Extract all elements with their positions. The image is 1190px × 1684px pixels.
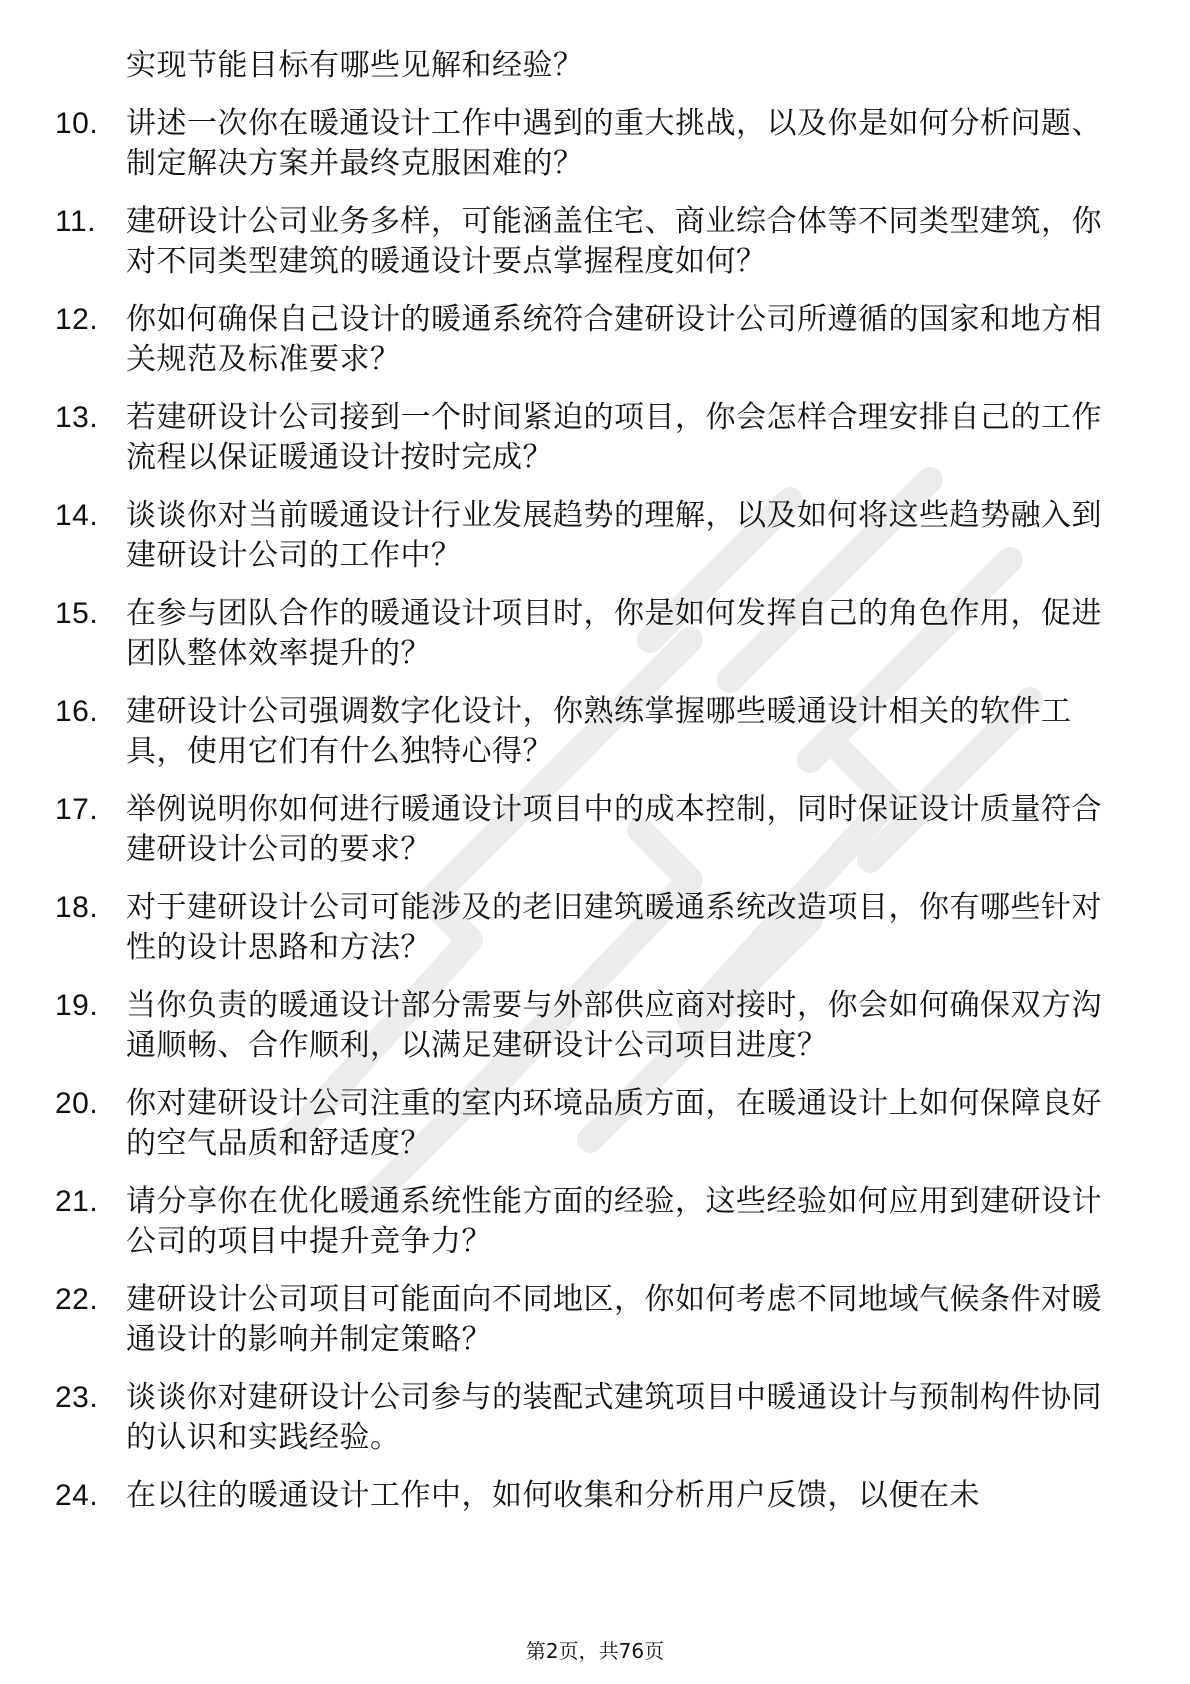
list-item <box>0 986 1190 1066</box>
question-list <box>0 46 1190 1534</box>
question-text: 当你负责的暖通设计部分需要与外部供应商对接时，你会如何确保双方沟通顺畅、合作顺利，以满足建研设计公司项目进度？ <box>126 988 1102 1063</box>
question-number: 12. <box>55 303 99 336</box>
question-text: 讲述一次你在暖通设计工作中遇到的重大挑战，以及你是如何分析问题、制定解决方案并最终克服困难的？ <box>126 106 1102 181</box>
question-text: 在以往的暖通设计工作中，如何收集和分析用户反馈，以便在未 <box>126 1478 980 1513</box>
question-text: 你如何确保自己设计的暖通系统符合建研设计公司所遵循的国家和地方相关规范及标准要求？ <box>126 302 1102 377</box>
question-number: 10. <box>55 107 99 140</box>
list-item <box>0 1476 1190 1516</box>
question-number: 16. <box>55 695 99 728</box>
list-item <box>0 1280 1190 1360</box>
question-text: 建研设计公司业务多样，可能涵盖住宅、商业综合体等不同类型建筑，你对不同类型建筑的暖通设计要点掌握程度如何？ <box>126 204 1102 279</box>
question-number: 22. <box>55 1283 99 1316</box>
list-item <box>0 1084 1190 1164</box>
list-item <box>0 790 1190 870</box>
question-number: 17. <box>55 793 99 826</box>
question-text: 你对建研设计公司注重的室内环境品质方面，在暖通设计上如何保障良好的空气品质和舒适度？ <box>126 1086 1102 1161</box>
question-number: 19. <box>55 989 99 1022</box>
question-number: 21. <box>55 1185 99 1218</box>
question-text: 谈谈你对建研设计公司参与的装配式建筑项目中暖通设计与预制构件协同的认识和实践经验。 <box>126 1380 1102 1455</box>
question-number: 11. <box>55 205 96 238</box>
list-item <box>0 1182 1190 1262</box>
question-text: 请分享你在优化暖通系统性能方面的经验，这些经验如何应用到建研设计公司的项目中提升竞争力？ <box>126 1184 1102 1259</box>
page-number-footer: 第2页，共76页 <box>525 1639 665 1663</box>
list-item <box>0 1378 1190 1458</box>
question-number: 20. <box>55 1087 99 1120</box>
question-text: 实现节能目标有哪些见解和经验？ <box>126 48 584 83</box>
question-number: 15. <box>55 597 99 630</box>
question-text: 谈谈你对当前暖通设计行业发展趋势的理解，以及如何将这些趋势融入到建研设计公司的工作中？ <box>126 498 1102 573</box>
question-text: 在参与团队合作的暖通设计项目时，你是如何发挥自己的角色作用，促进团队整体效率提升的？ <box>126 596 1102 671</box>
question-number: 18. <box>55 891 99 924</box>
list-item <box>0 692 1190 772</box>
question-text: 建研设计公司强调数字化设计，你熟练掌握哪些暖通设计相关的软件工具，使用它们有什么独特心得？ <box>126 694 1072 769</box>
list-item <box>0 104 1190 184</box>
list-item <box>0 398 1190 478</box>
question-number: 23. <box>55 1381 99 1414</box>
question-number: 13. <box>55 401 99 434</box>
list-item <box>0 594 1190 674</box>
question-text: 对于建研设计公司可能涉及的老旧建筑暖通系统改造项目，你有哪些针对性的设计思路和方法？ <box>126 890 1102 965</box>
question-text: 建研设计公司项目可能面向不同地区，你如何考虑不同地域气候条件对暖通设计的影响并制定策略？ <box>126 1282 1102 1357</box>
question-text: 举例说明你如何进行暖通设计项目中的成本控制，同时保证设计质量符合建研设计公司的要求？ <box>126 792 1102 867</box>
list-item <box>0 888 1190 968</box>
question-number: 24. <box>55 1479 99 1512</box>
list-item <box>0 202 1190 282</box>
list-item <box>0 300 1190 380</box>
question-number: 14. <box>55 499 99 532</box>
list-item <box>0 496 1190 576</box>
list-item <box>0 46 1190 86</box>
question-text: 若建研设计公司接到一个时间紧迫的项目，你会怎样合理安排自己的工作流程以保证暖通设计按时完成？ <box>126 400 1102 475</box>
